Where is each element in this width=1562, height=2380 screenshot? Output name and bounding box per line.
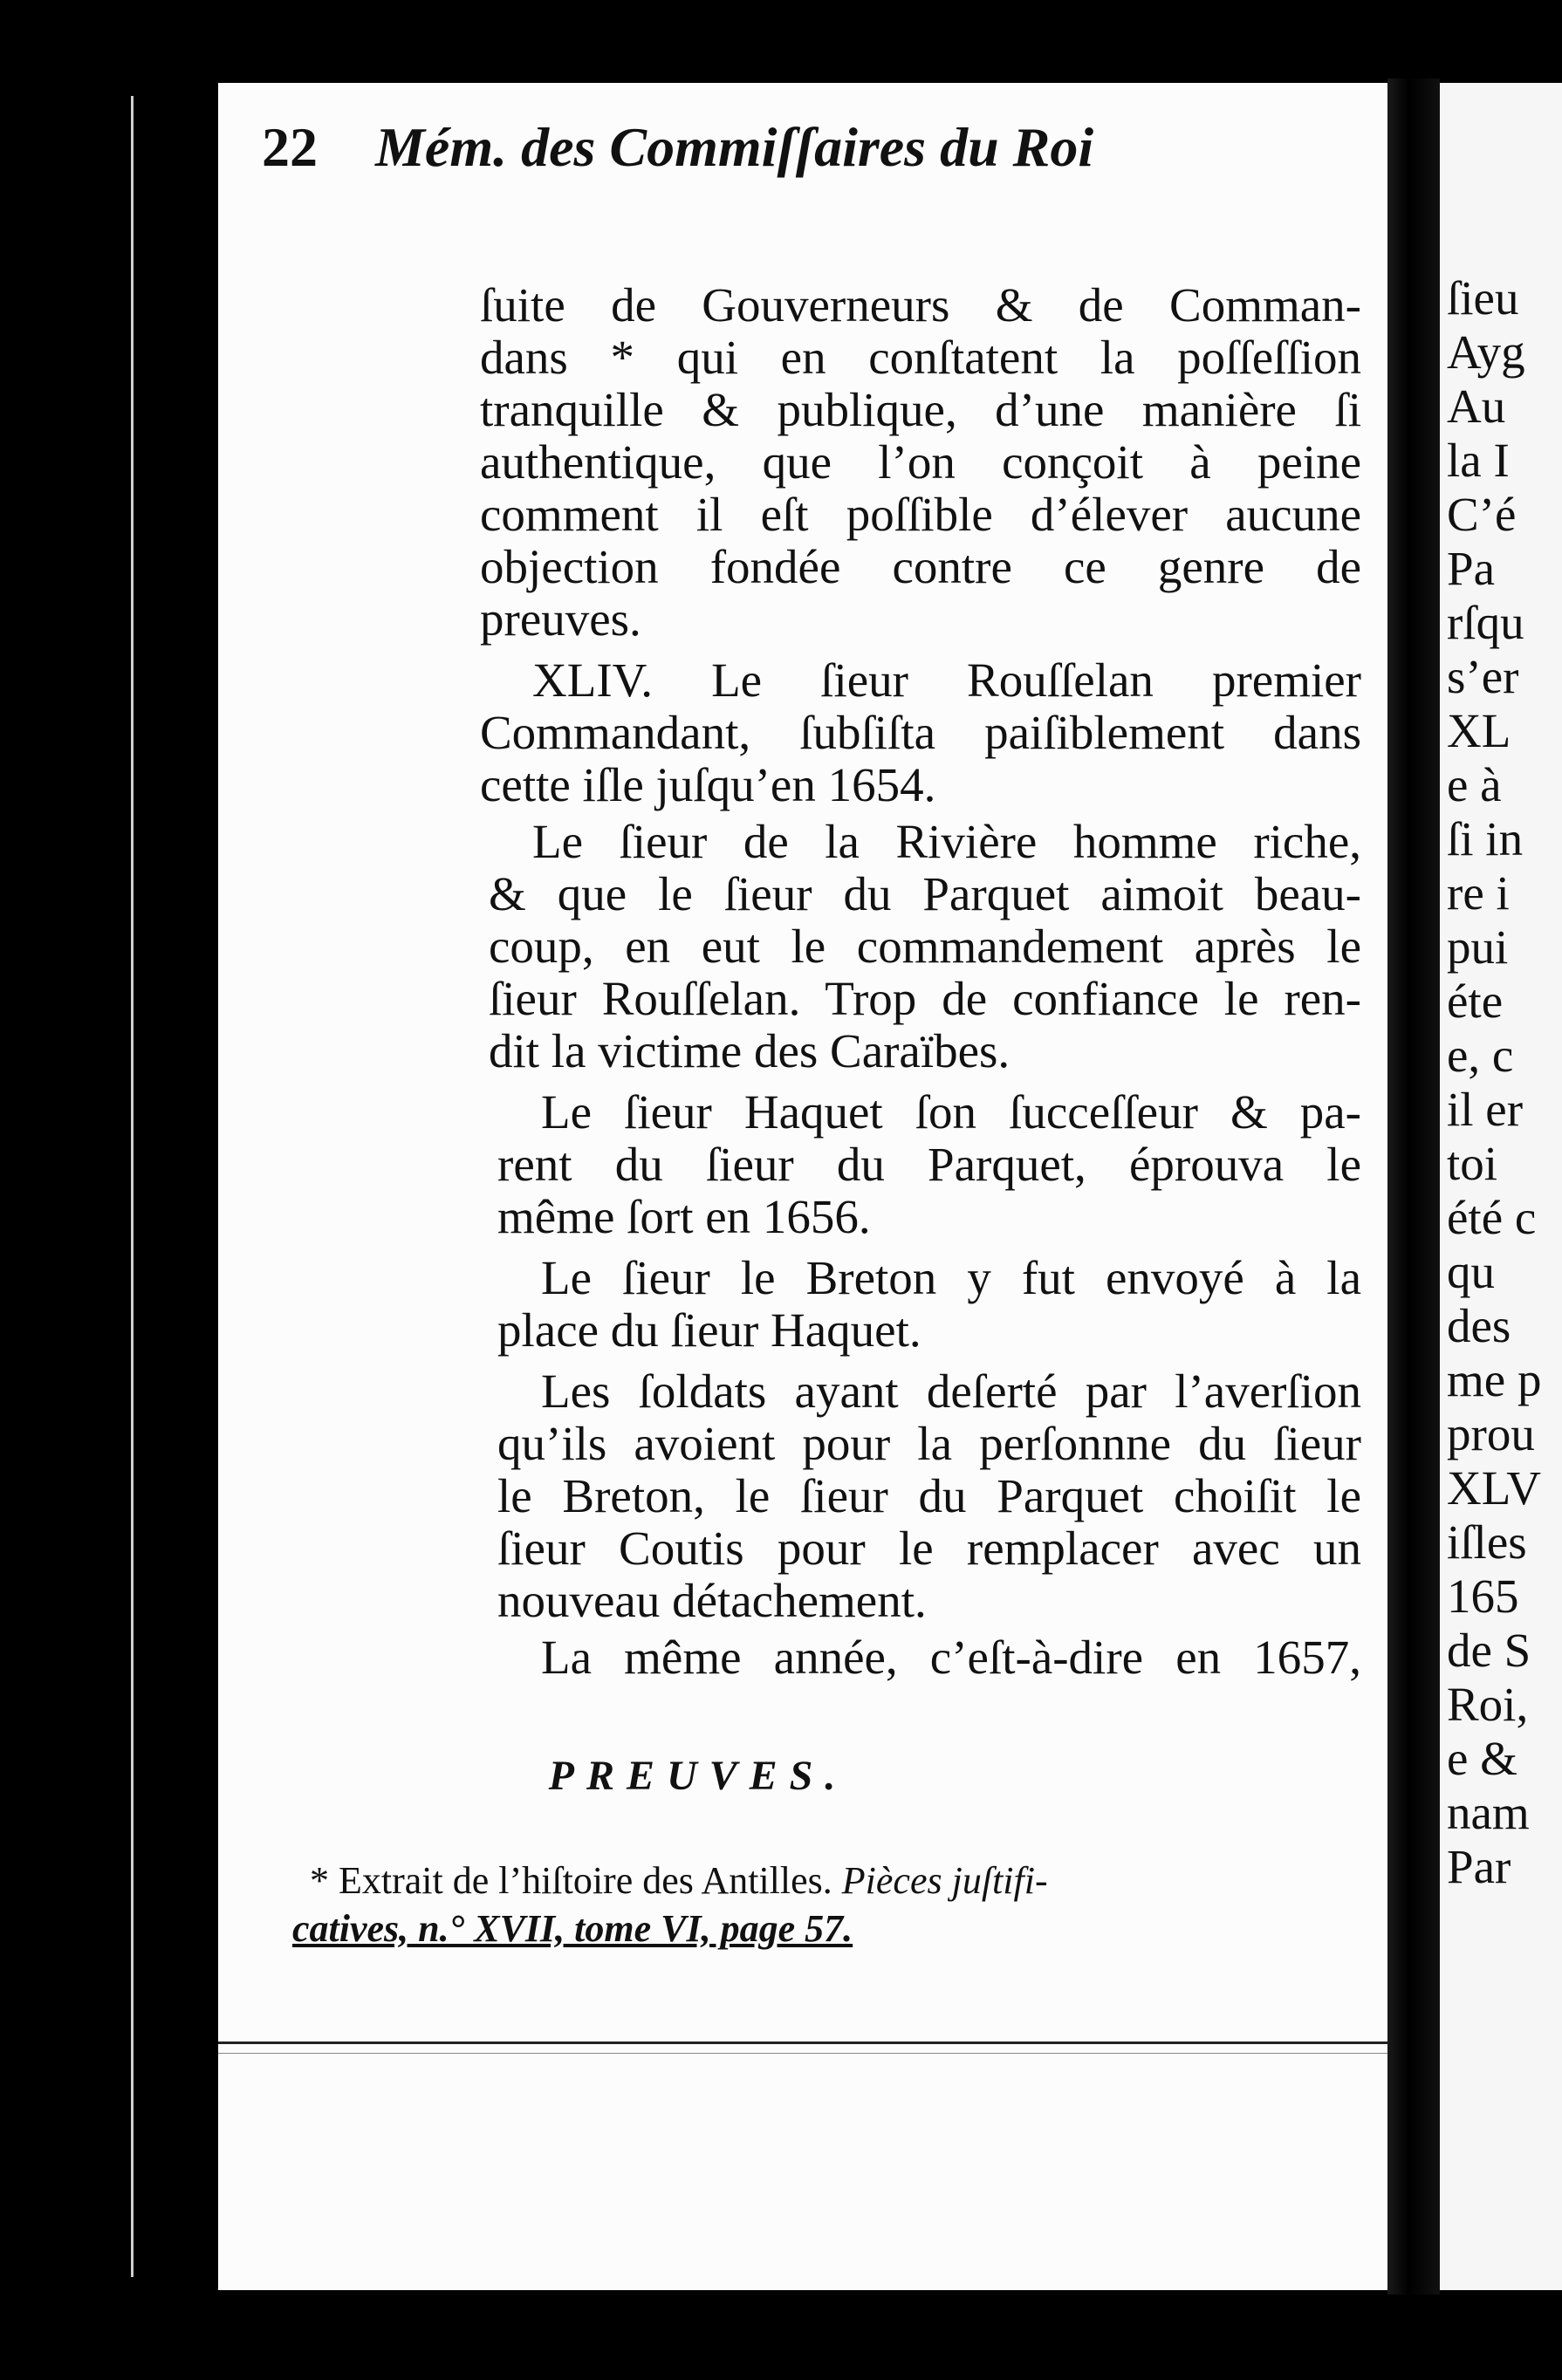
next-page-fragment [1440, 83, 1562, 2290]
body-line: même ſort en 1656. [497, 1190, 871, 1243]
next-page-line: Roi, [1447, 1678, 1529, 1731]
book-gutter [1387, 79, 1440, 2295]
body-line: Les ſoldats ayant deſerté par l’averſion [541, 1364, 1361, 1418]
next-page-line: C’é [1447, 488, 1517, 541]
footnote-italic: Pièces juſtifi- [841, 1859, 1048, 1902]
footnote-rule [218, 2041, 1387, 2044]
footnote-line-2: catives, n.° XVII, tome VI, page 57. [292, 1907, 853, 1950]
body-line: Le ſieur le Breton y fut envoyé à la [541, 1251, 1361, 1304]
body-line: XLIV. Le ſieur Rouſſelan premier [532, 653, 1361, 707]
body-line: La même année, c’eſt-à-dire en 1657, [541, 1631, 1361, 1684]
body-line: comment il eſt poſſible d’élever aucune [480, 488, 1361, 541]
proofs-heading: PREUVES. [548, 1753, 848, 1799]
next-page-line: pui [1447, 920, 1509, 974]
next-page-line: iſles [1447, 1515, 1527, 1569]
body-line: ſieur Coutis pour le remplacer avec un [497, 1522, 1361, 1575]
next-page-line: toi [1447, 1137, 1498, 1190]
body-line: ſuite de Gouverneurs & de Comman- [480, 278, 1361, 332]
body-line: le Breton, le ſieur du Parquet choiſit le [497, 1469, 1361, 1522]
next-page-line: des [1447, 1299, 1511, 1352]
next-page-line: prou [1447, 1407, 1535, 1460]
footnote-source: * Extrait de l’hiſtoire des Antilles. [310, 1859, 832, 1902]
running-header [262, 115, 1178, 194]
next-page-line: de S [1447, 1624, 1531, 1677]
body-line: Le ſieur Haquet ſon ſucceſſeur & pa- [541, 1085, 1361, 1139]
body-line: Commandant, ſubſiſta paiſiblement dans [480, 706, 1361, 759]
next-page-line: s’er [1447, 650, 1519, 703]
next-page-line: été c [1447, 1191, 1537, 1244]
body-line: place du ſieur Haquet. [497, 1303, 921, 1357]
next-page-line: rſqu [1447, 596, 1524, 649]
next-page-line: re i [1447, 866, 1510, 920]
next-page-line: Au [1447, 380, 1506, 433]
body-line: tranquille & publique, d’une manière ſi [480, 383, 1361, 436]
next-page-line: ſi in [1447, 812, 1524, 865]
next-page-line: il er [1447, 1083, 1524, 1136]
next-page-line: Pa [1447, 542, 1495, 595]
previous-page-edge [131, 96, 151, 2277]
footnote-rule [218, 2053, 1387, 2054]
next-page-line: 165 [1447, 1570, 1519, 1623]
body-line: dans * qui en conſtatent la poſſeſſion [480, 331, 1361, 384]
next-page-line: XLV [1447, 1461, 1541, 1515]
body-line: Le ſieur de la Rivière homme riche, [532, 815, 1361, 868]
next-page-line: nam [1447, 1786, 1530, 1839]
body-line: authentique, que l’on conçoit à peine [480, 435, 1361, 489]
body-line: objection fondée contre ce genre de [480, 540, 1361, 593]
next-page-line: e & [1447, 1732, 1517, 1785]
body-line: nouveau détachement. [497, 1574, 927, 1627]
next-page-line: ſieu [1447, 271, 1519, 325]
next-page-line: me p [1447, 1353, 1542, 1406]
body-line: coup, en eut le commandement après le [489, 920, 1361, 973]
body-line: qu’ils avoient pour la perſonnne du ſieur [497, 1417, 1361, 1470]
next-page-line: e, c [1447, 1029, 1514, 1082]
footnote-line-1 [310, 1858, 1048, 1903]
body-line: rent du ſieur du Parquet, éprouva le [497, 1138, 1361, 1191]
next-page-line: qu [1447, 1245, 1495, 1298]
body-line: cette iſle juſqu’en 1654. [480, 758, 936, 811]
page-number: 22 [262, 116, 318, 178]
next-page-line: XL [1447, 704, 1511, 757]
body-line: & que le ſieur du Parquet aimoit beau- [489, 867, 1361, 920]
body-line: dit la victime des Caraïbes. [489, 1024, 1011, 1077]
next-page-line: Par [1447, 1840, 1511, 1893]
next-page-line: Ayg [1447, 325, 1525, 379]
next-page-line: éte [1447, 975, 1504, 1028]
body-line: preuves. [480, 592, 641, 646]
body-line: ſieur Rouſſelan. Trop de confiance le ren- [489, 972, 1361, 1025]
next-page-line: la I [1447, 434, 1510, 487]
next-page-line: e à [1447, 758, 1502, 811]
running-title: Mém. des Commiſſaires du Roi [375, 116, 1094, 178]
